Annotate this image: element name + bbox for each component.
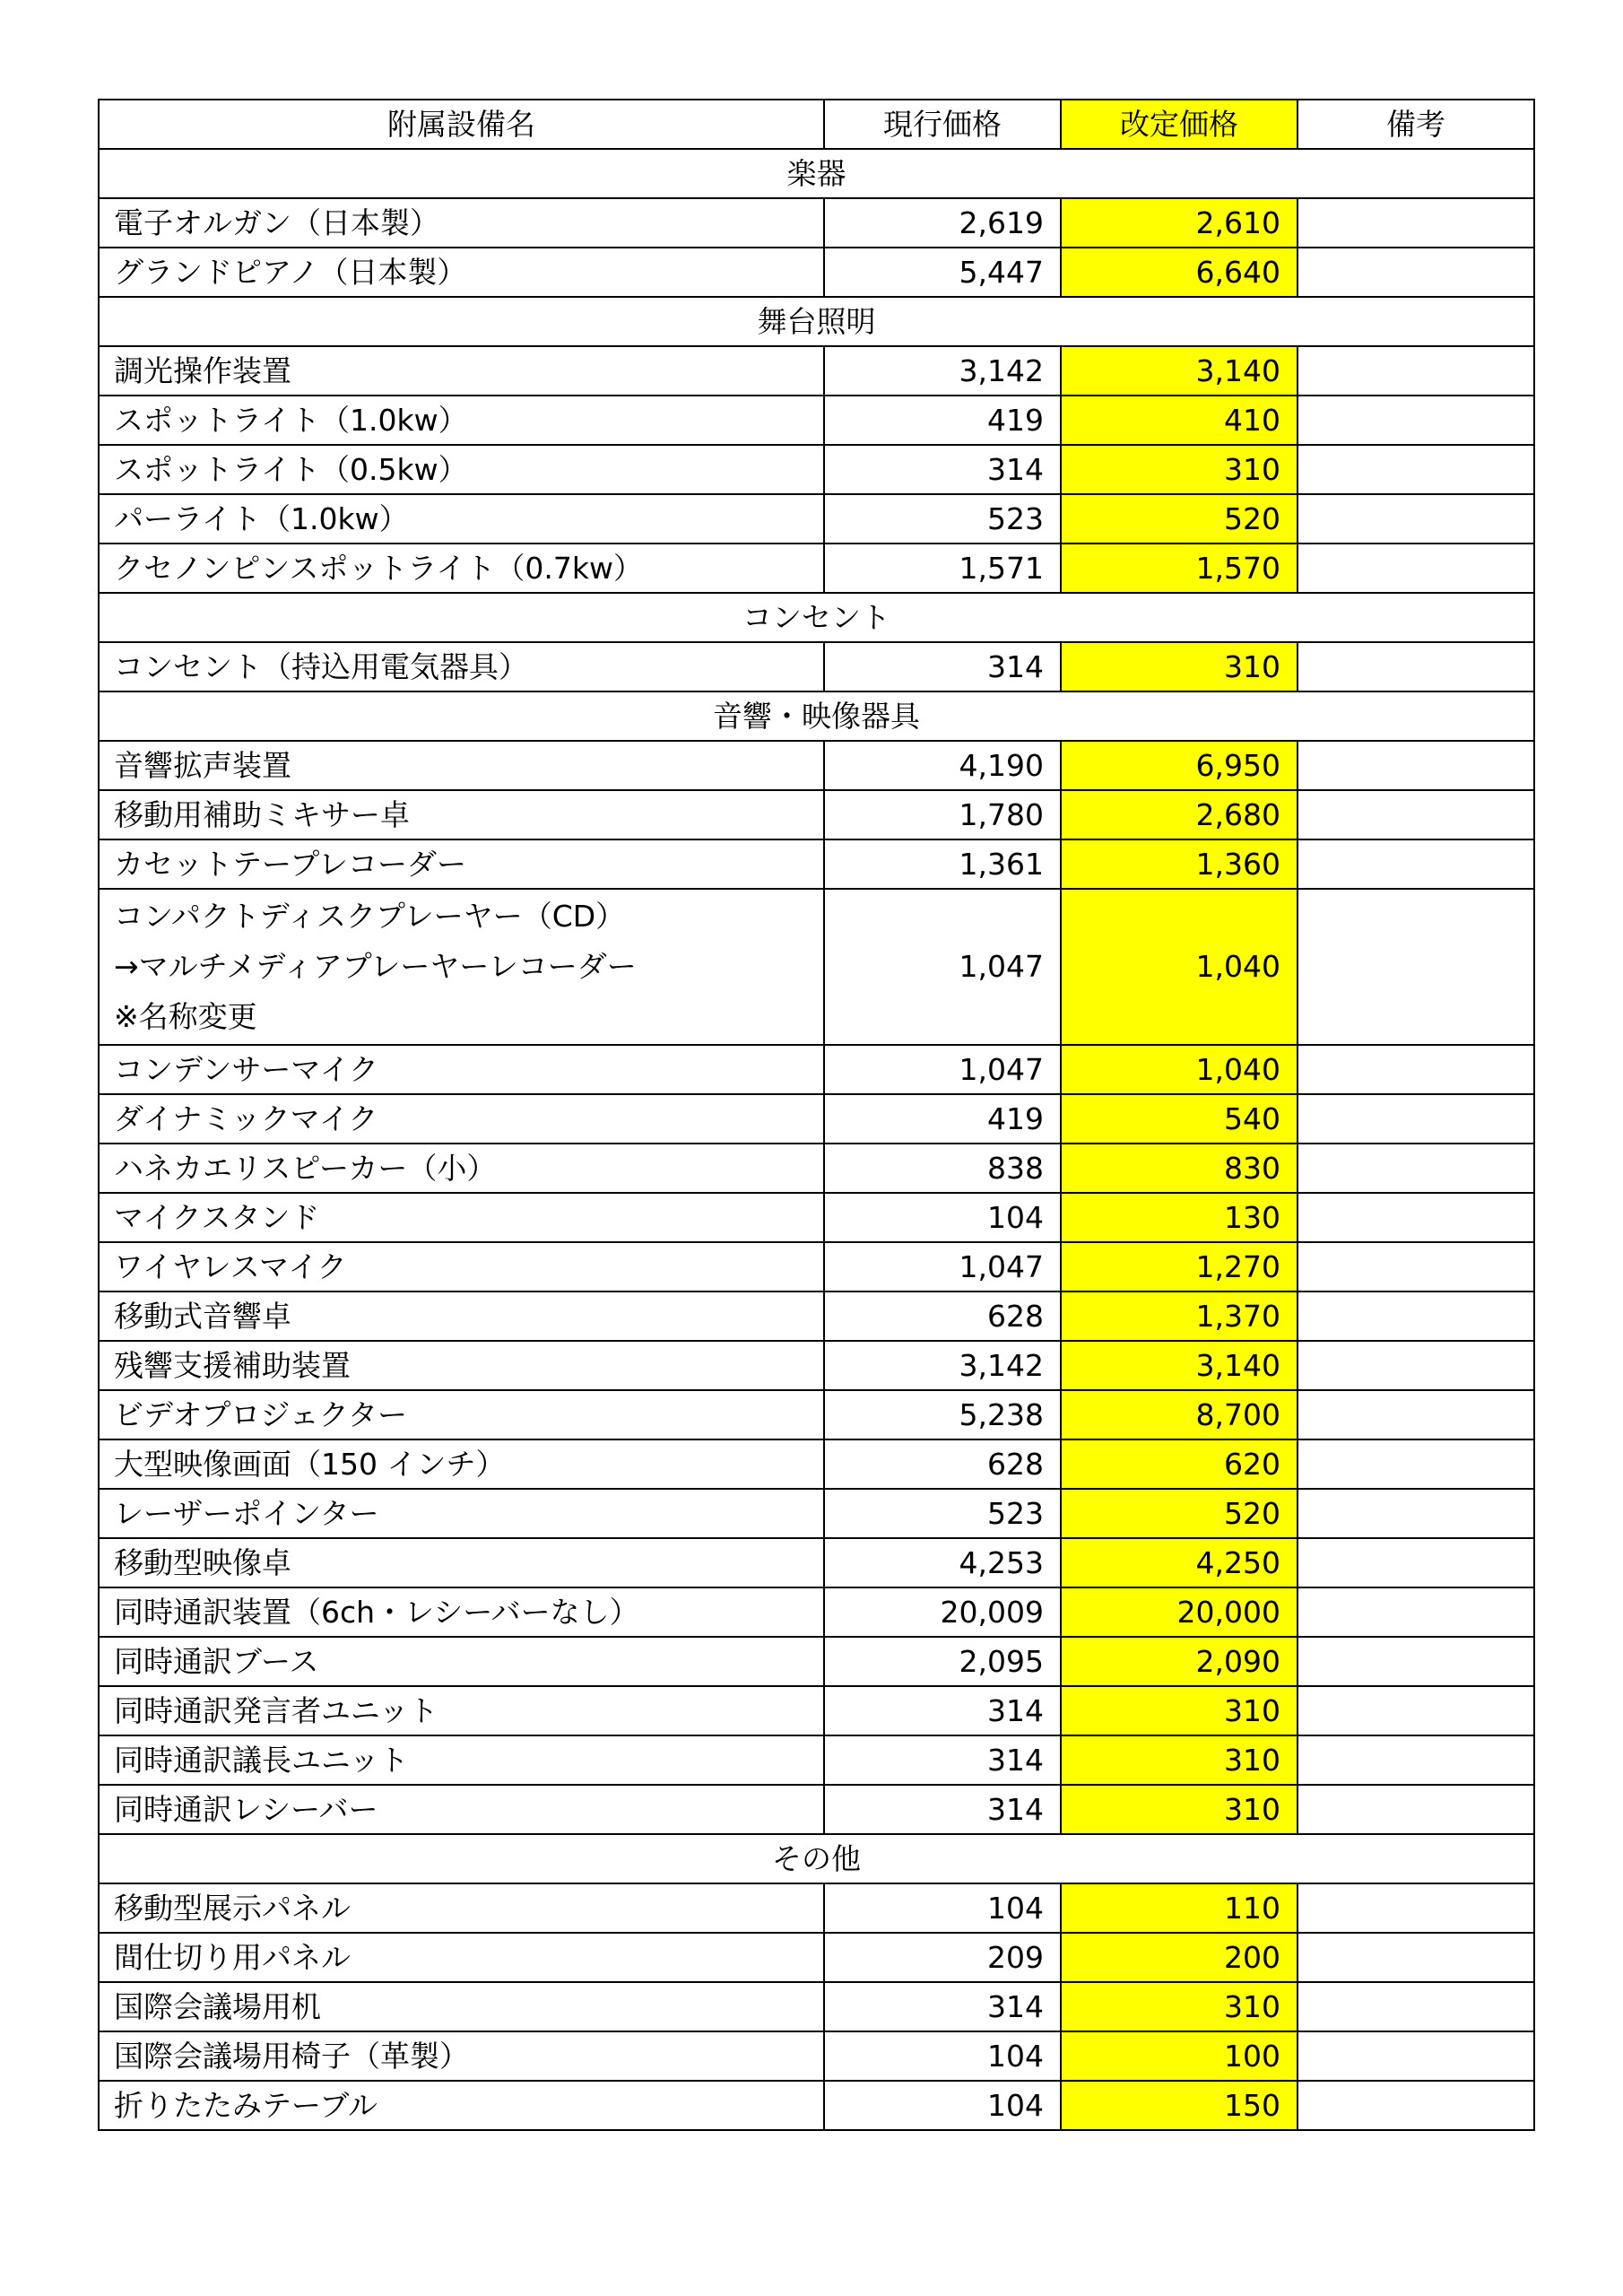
- note-cell: [1298, 494, 1534, 544]
- revised-price-cell: 310: [1061, 1686, 1298, 1735]
- revised-price-cell: 3,140: [1061, 1341, 1298, 1390]
- equipment-name-cell: ビデオプロジェクター: [99, 1390, 824, 1439]
- equipment-name-cell: 電子オルガン（日本製）: [99, 198, 824, 248]
- current-price-cell: 2,619: [824, 198, 1061, 248]
- current-price-cell: 2,095: [824, 1637, 1061, 1686]
- equipment-name-cell: 国際会議場用机: [99, 1982, 824, 2031]
- table-row: [99, 839, 1534, 889]
- revised-price-cell: 20,000: [1061, 1587, 1298, 1637]
- equipment-name-cell: コンデンサーマイク: [99, 1045, 824, 1094]
- current-price-cell: 1,780: [824, 790, 1061, 839]
- equipment-name-cell: 残響支援補助装置: [99, 1341, 824, 1390]
- table-row: [99, 1785, 1534, 1834]
- current-price-cell: 314: [824, 1686, 1061, 1735]
- table-row: [99, 1094, 1534, 1144]
- current-price-cell: 314: [824, 445, 1061, 494]
- note-cell: [1298, 2031, 1534, 2081]
- revised-price-cell: 310: [1061, 1735, 1298, 1785]
- section-title: コンセント: [99, 593, 1534, 642]
- revised-price-cell: 6,640: [1061, 248, 1298, 297]
- equipment-name-cell: クセノンピンスポットライト（0.7kw）: [99, 544, 824, 593]
- equipment-name-cell: レーザーポインター: [99, 1489, 824, 1538]
- note-cell: [1298, 1933, 1534, 1982]
- revised-price-cell: 520: [1061, 1489, 1298, 1538]
- current-price-cell: 20,009: [824, 1587, 1061, 1637]
- equipment-name-cell: 大型映像画面（150 インチ）: [99, 1439, 824, 1489]
- table-row: [99, 889, 1534, 1045]
- table-row: [99, 1883, 1534, 1933]
- current-price-cell: 104: [824, 2031, 1061, 2081]
- equipment-name-cell: 調光操作装置: [99, 346, 824, 396]
- equipment-name-cell: 移動型映像卓: [99, 1538, 824, 1587]
- note-cell: [1298, 445, 1534, 494]
- note-cell: [1298, 544, 1534, 593]
- equipment-name-cell: 同時通訳発言者ユニット: [99, 1686, 824, 1735]
- revised-price-cell: 520: [1061, 494, 1298, 544]
- revised-price-cell: 130: [1061, 1193, 1298, 1242]
- table-row: [99, 346, 1534, 396]
- equipment-name-cell: スポットライト（1.0kw）: [99, 396, 824, 445]
- section-title: その他: [99, 1834, 1534, 1883]
- equipment-name-cell: グランドピアノ（日本製）: [99, 248, 824, 297]
- revised-price-cell: 310: [1061, 445, 1298, 494]
- revised-price-cell: 410: [1061, 396, 1298, 445]
- note-cell: [1298, 1439, 1534, 1489]
- note-cell: [1298, 1193, 1534, 1242]
- note-cell: [1298, 1144, 1534, 1193]
- revised-price-cell: 1,040: [1061, 1045, 1298, 1094]
- equipment-name-cell: 同時通訳レシーバー: [99, 1785, 824, 1834]
- equipment-price-table: [98, 99, 1535, 2131]
- current-price-cell: 104: [824, 1193, 1061, 1242]
- current-price-cell: 1,047: [824, 889, 1061, 1045]
- revised-price-cell: 150: [1061, 2081, 1298, 2130]
- header-row: [99, 100, 1534, 149]
- current-price-cell: 3,142: [824, 346, 1061, 396]
- revised-price-cell: 1,270: [1061, 1242, 1298, 1292]
- equipment-name-line: ※名称変更: [114, 999, 257, 1034]
- equipment-name-cell: 折りたたみテーブル: [99, 2081, 824, 2130]
- current-price-cell: 628: [824, 1292, 1061, 1341]
- note-cell: [1298, 839, 1534, 889]
- note-cell: [1298, 642, 1534, 691]
- header-current-price: 現行価格: [824, 100, 1061, 149]
- current-price-cell: 314: [824, 1735, 1061, 1785]
- equipment-name-cell: コンセント（持込用電気器具）: [99, 642, 824, 691]
- revised-price-cell: 8,700: [1061, 1390, 1298, 1439]
- note-cell: [1298, 1489, 1534, 1538]
- note-cell: [1298, 1390, 1534, 1439]
- equipment-name-cell: 音響拡声装置: [99, 741, 824, 790]
- note-cell: [1298, 248, 1534, 297]
- note-cell: [1298, 2081, 1534, 2130]
- equipment-name-cell: スポットライト（0.5kw）: [99, 445, 824, 494]
- current-price-cell: 3,142: [824, 1341, 1061, 1390]
- revised-price-cell: 1,370: [1061, 1292, 1298, 1341]
- section-title: 楽器: [99, 149, 1534, 198]
- revised-price-cell: 200: [1061, 1933, 1298, 1982]
- equipment-name-cell: ダイナミックマイク: [99, 1094, 824, 1144]
- current-price-cell: 5,238: [824, 1390, 1061, 1439]
- equipment-name-cell: 間仕切り用パネル: [99, 1933, 824, 1982]
- revised-price-cell: 310: [1061, 642, 1298, 691]
- note-cell: [1298, 1637, 1534, 1686]
- note-cell: [1298, 1341, 1534, 1390]
- revised-price-cell: 1,360: [1061, 839, 1298, 889]
- table-row: [99, 494, 1534, 544]
- note-cell: [1298, 396, 1534, 445]
- revised-price-cell: 830: [1061, 1144, 1298, 1193]
- table-row: [99, 2081, 1534, 2130]
- current-price-cell: 1,571: [824, 544, 1061, 593]
- current-price-cell: 314: [824, 1785, 1061, 1834]
- revised-price-cell: 4,250: [1061, 1538, 1298, 1587]
- table-row: [99, 1587, 1534, 1637]
- table-row: [99, 544, 1534, 593]
- table-row: [99, 1686, 1534, 1735]
- revised-price-cell: 2,090: [1061, 1637, 1298, 1686]
- current-price-cell: 1,047: [824, 1045, 1061, 1094]
- current-price-cell: 419: [824, 1094, 1061, 1144]
- current-price-cell: 523: [824, 494, 1061, 544]
- table-body: [99, 149, 1534, 2130]
- equipment-name-cell: 移動式音響卓: [99, 1292, 824, 1341]
- equipment-name-cell: パーライト（1.0kw）: [99, 494, 824, 544]
- note-cell: [1298, 1686, 1534, 1735]
- table-row: [99, 1390, 1534, 1439]
- equipment-name-cell: 移動型展示パネル: [99, 1883, 824, 1933]
- table-row: [99, 445, 1534, 494]
- revised-price-cell: 310: [1061, 1982, 1298, 2031]
- note-cell: [1298, 1982, 1534, 2031]
- note-cell: [1298, 889, 1534, 1045]
- revised-price-cell: 6,950: [1061, 741, 1298, 790]
- table-row: [99, 1489, 1534, 1538]
- section-title: 音響・映像器具: [99, 691, 1534, 741]
- equipment-name-cell: ワイヤレスマイク: [99, 1242, 824, 1292]
- equipment-name-cell: ハネカエリスピーカー（小）: [99, 1144, 824, 1193]
- current-price-cell: 209: [824, 1933, 1061, 1982]
- section-title: 舞台照明: [99, 297, 1534, 346]
- current-price-cell: 1,361: [824, 839, 1061, 889]
- note-cell: [1298, 1538, 1534, 1587]
- current-price-cell: 419: [824, 396, 1061, 445]
- table-row: [99, 1292, 1534, 1341]
- current-price-cell: 314: [824, 1982, 1061, 2031]
- header-revised-price: 改定価格: [1061, 100, 1298, 149]
- table-row: [99, 1045, 1534, 1094]
- table-row: [99, 1144, 1534, 1193]
- table-row: [99, 1637, 1534, 1686]
- note-cell: [1298, 1883, 1534, 1933]
- equipment-name-cell: 移動用補助ミキサー卓: [99, 790, 824, 839]
- equipment-name-cell: 同時通訳装置（6ch・レシーバーなし）: [99, 1587, 824, 1637]
- table-row: [99, 1933, 1534, 1982]
- note-cell: [1298, 1242, 1534, 1292]
- table-row: [99, 1242, 1534, 1292]
- revised-price-cell: 1,570: [1061, 544, 1298, 593]
- revised-price-cell: 110: [1061, 1883, 1298, 1933]
- note-cell: [1298, 790, 1534, 839]
- table-row: [99, 1538, 1534, 1587]
- equipment-name-cell: マイクスタンド: [99, 1193, 824, 1242]
- note-cell: [1298, 1735, 1534, 1785]
- table-row: [99, 248, 1534, 297]
- current-price-cell: 104: [824, 2081, 1061, 2130]
- note-cell: [1298, 1045, 1534, 1094]
- current-price-cell: 4,190: [824, 741, 1061, 790]
- current-price-cell: 628: [824, 1439, 1061, 1489]
- note-cell: [1298, 1094, 1534, 1144]
- current-price-cell: 523: [824, 1489, 1061, 1538]
- revised-price-cell: 100: [1061, 2031, 1298, 2081]
- price-table-sheet: [98, 99, 1533, 2131]
- header-equipment-name: 附属設備名: [99, 100, 824, 149]
- revised-price-cell: 540: [1061, 1094, 1298, 1144]
- note-cell: [1298, 1587, 1534, 1637]
- current-price-cell: 5,447: [824, 248, 1061, 297]
- equipment-name-cell: 同時通訳議長ユニット: [99, 1735, 824, 1785]
- table-row: [99, 198, 1534, 248]
- section-row: [99, 691, 1534, 741]
- section-row: [99, 297, 1534, 346]
- revised-price-cell: 2,680: [1061, 790, 1298, 839]
- table-row: [99, 1341, 1534, 1390]
- table-row: [99, 1439, 1534, 1489]
- note-cell: [1298, 741, 1534, 790]
- note-cell: [1298, 346, 1534, 396]
- current-price-cell: 104: [824, 1883, 1061, 1933]
- header-note: 備考: [1298, 100, 1534, 149]
- note-cell: [1298, 1292, 1534, 1341]
- revised-price-cell: 1,040: [1061, 889, 1298, 1045]
- table-row: [99, 2031, 1534, 2081]
- table-row: [99, 741, 1534, 790]
- table-row: [99, 642, 1534, 691]
- note-cell: [1298, 1785, 1534, 1834]
- equipment-name-cell: 国際会議場用椅子（革製）: [99, 2031, 824, 2081]
- current-price-cell: 314: [824, 642, 1061, 691]
- current-price-cell: 1,047: [824, 1242, 1061, 1292]
- equipment-name-line: →マルチメディアプレーヤーレコーダー: [114, 949, 637, 984]
- revised-price-cell: 2,610: [1061, 198, 1298, 248]
- note-cell: [1298, 198, 1534, 248]
- table-row: [99, 790, 1534, 839]
- equipment-name-cell: カセットテープレコーダー: [99, 839, 824, 889]
- revised-price-cell: 620: [1061, 1439, 1298, 1489]
- table-row: [99, 1193, 1534, 1242]
- revised-price-cell: 3,140: [1061, 346, 1298, 396]
- table-row: [99, 1735, 1534, 1785]
- equipment-name-cell: 同時通訳ブース: [99, 1637, 824, 1686]
- revised-price-cell: 310: [1061, 1785, 1298, 1834]
- equipment-name-line: コンパクトディスクプレーヤー（CD）: [114, 899, 626, 934]
- table-row: [99, 1982, 1534, 2031]
- section-row: [99, 593, 1534, 642]
- table-row: [99, 396, 1534, 445]
- equipment-name-cell: [99, 889, 824, 1045]
- section-row: [99, 149, 1534, 198]
- current-price-cell: 4,253: [824, 1538, 1061, 1587]
- section-row: [99, 1834, 1534, 1883]
- current-price-cell: 838: [824, 1144, 1061, 1193]
